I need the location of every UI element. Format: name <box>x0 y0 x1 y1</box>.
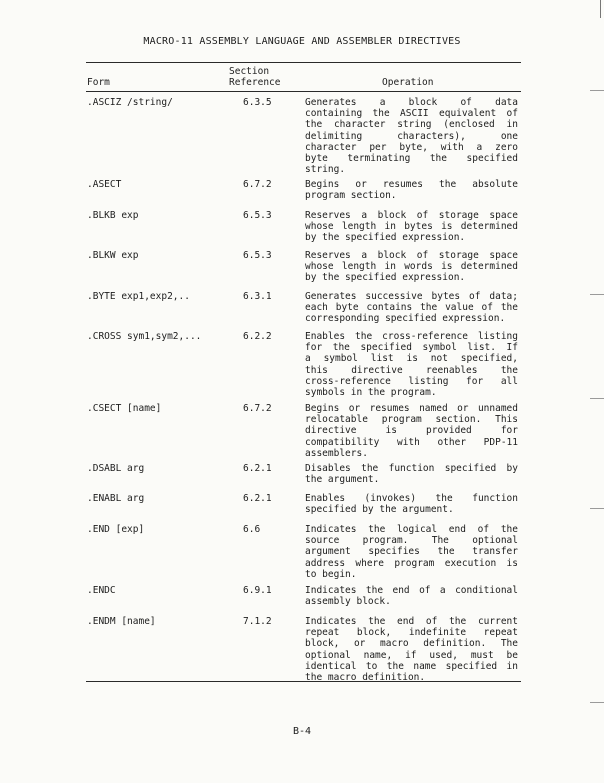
section-reference: 6.5.3 <box>243 210 272 221</box>
top-rule <box>86 62 521 63</box>
section-reference: 6.6 <box>243 524 261 535</box>
section-reference: 6.2.1 <box>243 463 272 474</box>
operation-line: a symbol list is not specified, <box>305 353 518 365</box>
operation-line: by the specified expression. <box>305 232 466 244</box>
header-rule <box>86 91 521 92</box>
section-reference: 7.1.2 <box>243 616 272 627</box>
operation-line: identical to the name specified in <box>305 660 518 672</box>
operation-line: optional name, if used, must be <box>305 649 518 661</box>
section-reference: 6.3.1 <box>243 291 272 302</box>
operation-line: assemblers. <box>305 447 368 459</box>
operation-line: Generates a block of data <box>305 97 518 108</box>
operation-line: corresponding specified expression. <box>305 313 506 325</box>
operation-description <box>305 210 518 244</box>
operation-line: Begins or resumes the absolute <box>305 179 518 190</box>
operation-line: the argument. <box>305 474 380 486</box>
operation-line: whose length in bytes is determined <box>305 221 518 233</box>
header-section-line2: Reference <box>229 77 281 88</box>
operation-description <box>305 585 518 607</box>
operation-line: byte terminating the specified <box>305 152 518 164</box>
operation-line: Indicates the end of a conditional <box>305 585 518 596</box>
operation-description <box>305 403 518 459</box>
operation-description <box>305 463 518 485</box>
scan-margin-mark <box>590 398 604 399</box>
directive-form: .BYTE exp1,exp2,.. <box>87 291 190 302</box>
operation-line: Reserves a block of storage space <box>305 210 518 221</box>
operation-line: Reserves a block of storage space <box>305 250 518 261</box>
header-form: Form <box>87 77 110 88</box>
operation-line: Enables the cross-reference listing <box>305 331 518 342</box>
page-title: MACRO-11 ASSEMBLY LANGUAGE AND ASSEMBLER DIRECTIVES <box>143 36 461 47</box>
operation-line: argument specifies the transfer <box>305 546 518 558</box>
directive-form: .CSECT [name] <box>87 403 162 414</box>
section-reference: 6.2.1 <box>243 493 272 504</box>
operation-description <box>305 493 518 515</box>
operation-line: cross-reference listing for all <box>305 375 518 387</box>
operation-line: source program. The optional <box>305 535 518 547</box>
operation-line: to begin. <box>305 568 357 580</box>
operation-line: Indicates the end of the current <box>305 616 518 627</box>
operation-line: Disables the function specified by <box>305 463 518 474</box>
operation-line: compatibility with other PDP-11 <box>305 436 518 448</box>
scan-margin-mark <box>590 702 604 703</box>
operation-line: repeat block, indefinite repeat <box>305 627 518 639</box>
operation-line: block, or macro definition. The <box>305 638 518 650</box>
operation-line: Generates successive bytes of data; <box>305 291 518 302</box>
directive-form: .BLKW exp <box>87 250 139 261</box>
scan-margin-mark <box>590 508 604 509</box>
operation-line: Enables (invokes) the function <box>305 493 518 504</box>
section-reference: 6.3.5 <box>243 97 272 108</box>
directive-form: .ENDM [name] <box>87 616 156 627</box>
operation-description <box>305 331 518 398</box>
operation-line: for the specified symbol list. If <box>305 342 518 354</box>
operation-line: Indicates the logical end of the <box>305 524 518 535</box>
section-reference: 6.9.1 <box>243 585 272 596</box>
operation-line: each byte contains the value of the <box>305 302 518 314</box>
operation-description <box>305 97 518 175</box>
directive-form: .ASCIZ /string/ <box>87 97 173 108</box>
operation-line: this directive reenables the <box>305 364 518 376</box>
operation-line: by the specified expression. <box>305 272 466 284</box>
section-reference: 6.5.3 <box>243 250 272 261</box>
directive-form: .ENABL arg <box>87 493 145 504</box>
header-operation: Operation <box>382 77 434 88</box>
operation-line: symbols in the program. <box>305 386 437 398</box>
section-reference: 6.7.2 <box>243 179 272 190</box>
directive-form: .END [exp] <box>87 524 145 535</box>
scan-edge-mark <box>600 0 601 18</box>
scan-margin-mark <box>590 90 604 91</box>
operation-line: directive is provided for <box>305 425 518 437</box>
operation-line: relocatable program section. This <box>305 414 518 426</box>
scan-margin-mark <box>590 294 604 295</box>
operation-line: address where program execution is <box>305 557 518 569</box>
directive-form: .BLKB exp <box>87 210 139 221</box>
directive-form: .ASECT <box>87 179 122 190</box>
operation-description <box>305 179 518 201</box>
section-reference: 6.2.2 <box>243 331 272 342</box>
operation-line: containing the ASCII equivalent of <box>305 108 518 120</box>
operation-line: character per byte, with a zero <box>305 141 518 153</box>
bottom-rule <box>86 681 521 682</box>
operation-line: assembly block. <box>305 596 391 608</box>
operation-line: whose length in words is determined <box>305 261 518 273</box>
operation-description <box>305 524 518 580</box>
directive-form: .CROSS sym1,sym2,... <box>87 331 202 342</box>
operation-line: Begins or resumes named or unnamed <box>305 403 518 414</box>
section-reference: 6.7.2 <box>243 403 272 414</box>
operation-line: string. <box>305 164 346 176</box>
directive-form: .DSABL arg <box>87 463 145 474</box>
operation-description <box>305 291 518 325</box>
operation-line: the macro definition. <box>305 671 426 683</box>
operation-line: program section. <box>305 190 397 202</box>
operation-description <box>305 250 518 284</box>
operation-line: delimiting characters), one <box>305 130 518 142</box>
operation-description <box>305 616 518 683</box>
page-number: B-4 <box>292 726 312 737</box>
header-section-line1: Section <box>229 66 270 77</box>
directive-form: .ENDC <box>87 585 116 596</box>
operation-line: specified by the argument. <box>305 504 454 516</box>
operation-line: the character string (enclosed in <box>305 119 518 131</box>
